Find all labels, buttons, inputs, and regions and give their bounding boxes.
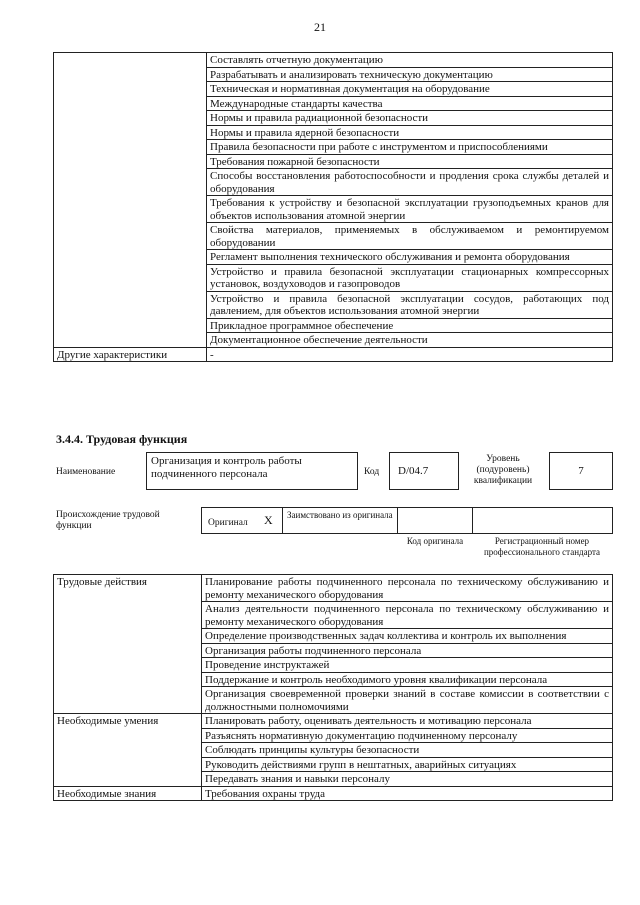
list-item: Требования к устройству и безопасной эксплуатации грузоподъемных кранов для объектов использования атомной энергии	[207, 196, 613, 223]
required-knowledge-label: Необходимые знания	[54, 786, 202, 801]
origin-row	[201, 507, 613, 534]
code-of-original-caption: Код оригинала	[406, 536, 464, 546]
required-skills-label: Необходимые умения	[54, 714, 202, 787]
qualification-level-box	[549, 452, 613, 490]
list-item: Планирование работы подчиненного персонала по техническому обслуживанию и ремонту механического оборудования	[202, 575, 613, 602]
list-item: Свойства материалов, применяемых в обслуживаемом и ремонтируемом оборудовании	[207, 223, 613, 250]
list-item: Руководить действиями групп в нештатных, аварийных ситуациях	[202, 757, 613, 772]
function-name: Организация и контроль работы подчиненного персонала	[151, 455, 302, 480]
function-code-box	[389, 452, 459, 490]
knowledge-continuation-table	[53, 52, 613, 362]
original-label: Оригинал	[208, 518, 248, 528]
list-item: Анализ деятельности подчиненного персонала по техническому обслуживанию и ремонту механического оборудования	[202, 602, 613, 629]
list-item: Устройство и правила безопасной эксплуатации стационарных компрессорных установок, воздуховодов и газопроводов	[207, 264, 613, 291]
list-item: Нормы и правила радиационной безопасности	[207, 111, 613, 126]
function-code: D/04.7	[398, 465, 429, 477]
list-item: Международные стандарты качества	[207, 96, 613, 111]
list-item: Требования пожарной безопасности	[207, 154, 613, 169]
list-item: Проведение инструктажей	[202, 658, 613, 673]
list-item: Техническая и нормативная документация на оборудование	[207, 82, 613, 97]
table-row	[54, 575, 613, 602]
list-item: Способы восстановления работоспособности и продления срока службы деталей и оборудования	[207, 169, 613, 196]
table-row	[54, 714, 613, 729]
section-title: 3.4.4. Трудовая функция	[56, 432, 188, 446]
level-label: Уровень (подуровень) квалификации	[473, 454, 533, 486]
list-item: Организация работы подчиненного персонала	[202, 643, 613, 658]
list-item: Соблюдать принципы культуры безопасности	[202, 743, 613, 758]
name-label: Наименование	[56, 467, 116, 477]
origin-label: Происхождение трудовой функции	[56, 510, 160, 531]
labor-function-table	[53, 574, 613, 801]
table-row	[54, 347, 613, 362]
list-item: Регламент выполнения технического обслуживания и ремонта оборудования	[207, 250, 613, 265]
empty-label-cell	[54, 53, 207, 348]
list-item: Правила безопасности при работе с инструментом и приспособлениями	[207, 140, 613, 155]
list-item: Планировать работу, оценивать деятельность и мотивацию персонала	[202, 714, 613, 729]
other-characteristics-label: Другие характеристики	[54, 347, 207, 362]
list-item: Прикладное программное обеспечение	[207, 318, 613, 333]
list-item: Документационное обеспечение деятельности	[207, 333, 613, 348]
registration-number-caption: Регистрационный номер профессионального стандарта	[483, 536, 601, 557]
table-row	[54, 786, 613, 801]
list-item: Требования охраны труда	[202, 786, 613, 801]
labor-actions-label: Трудовые действия	[54, 575, 202, 714]
list-item: Нормы и правила ядерной безопасности	[207, 125, 613, 140]
code-label: Код	[364, 467, 380, 477]
list-item: Разъяснять нормативную документацию подчиненному персоналу	[202, 728, 613, 743]
qualification-level: 7	[578, 465, 584, 477]
original-mark: X	[264, 513, 273, 527]
table-row	[54, 53, 613, 68]
list-item: Составлять отчетную документацию	[207, 53, 613, 68]
list-item: Передавать знания и навыки персоналу	[202, 772, 613, 787]
divider	[282, 508, 283, 533]
list-item: Определение производственных задач коллектива и контроль их выполнения	[202, 629, 613, 644]
page-number: 21	[314, 20, 326, 34]
list-item: Устройство и правила безопасной эксплуатации сосудов, работающих под давлением, для объектов использования атомной энергии	[207, 291, 613, 318]
list-item: Разрабатывать и анализировать техническую документацию	[207, 67, 613, 82]
list-item: Поддержание и контроль необходимого уровня квалификации персонала	[202, 672, 613, 687]
borrowed-label: Заимствовано из оригинала	[287, 510, 393, 520]
divider	[472, 508, 473, 533]
divider	[397, 508, 398, 533]
function-name-box	[146, 452, 358, 490]
other-characteristics-value: -	[207, 347, 613, 362]
list-item: Организация своевременной проверки знаний в составе комиссии в соответствии с должностными полномочиями	[202, 687, 613, 714]
